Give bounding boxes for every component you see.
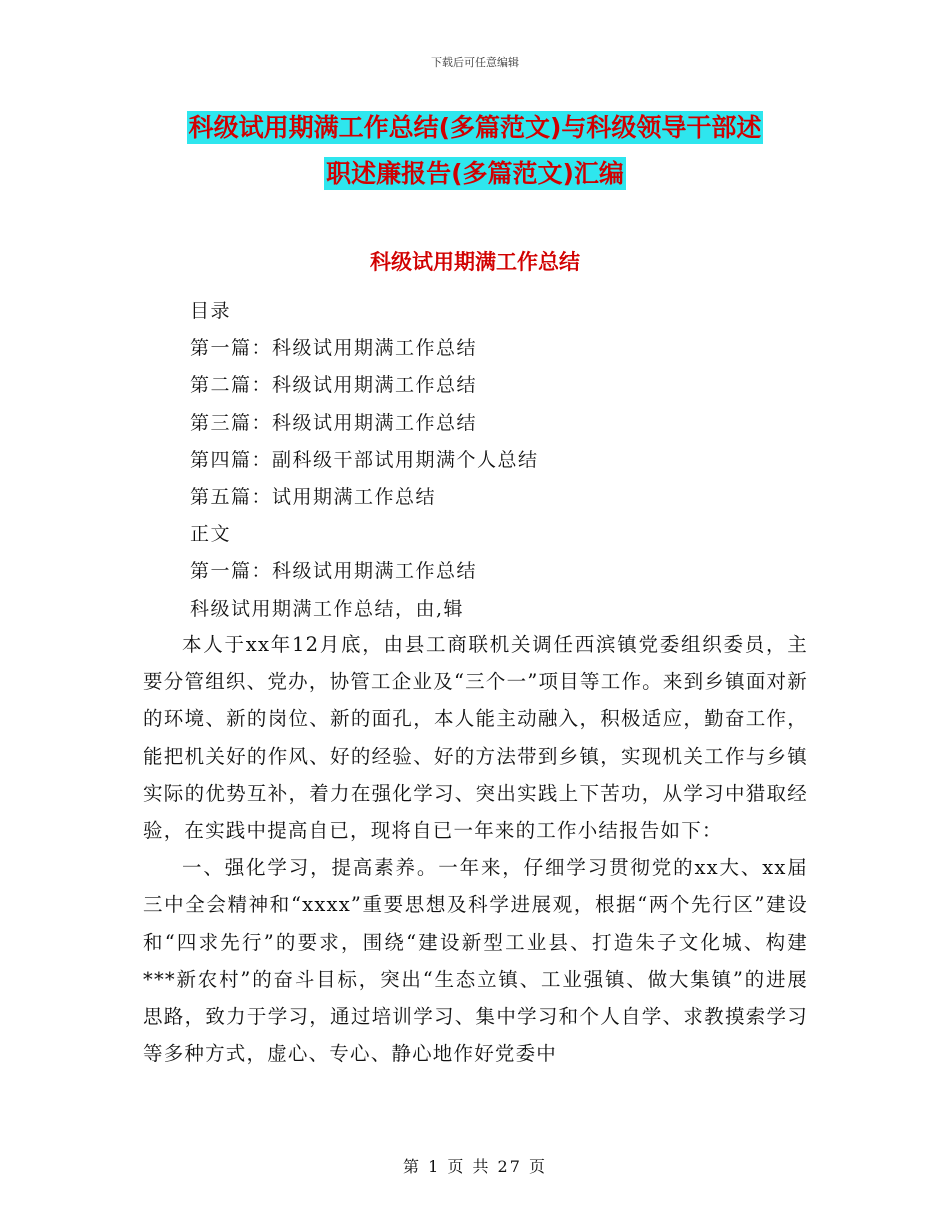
body-heading: 正文: [190, 523, 232, 546]
toc-item: 第三篇：科级试用期满工作总结: [190, 411, 478, 434]
title-highlight-1: 科级试用期满工作总结(多篇范文)与科级领导干部述: [188, 113, 762, 142]
header-note: 下载后可任意编辑: [431, 56, 519, 69]
document-title-line-2: [0, 154, 950, 194]
section-title: 科级试用期满工作总结: [370, 250, 580, 274]
toc-item: 第五篇：试用期满工作总结: [190, 486, 437, 509]
table-of-contents: [190, 293, 539, 628]
title-highlight-2: 职述廉报告(多篇范文)汇编: [326, 159, 624, 188]
paragraph: 本人于xx年12月底，由县工商联机关调任西滨镇党委组织委员，主要分管组织、党办，协管工企业及“三个一”项目等工作。来到乡镇面对新的环境、新的岗位、新的面孔，本人能主动融入，积极适应，勤奋工作，能把机关好的作风、好的经验、好的方法带到乡镇，实现机关工作与乡镇实际的优势互补，着力在强化学习、突出实践上下苦功，从学习中猎取经验，在实践中提高自已，现将自已一年来的工作小结报告如下：: [143, 633, 808, 843]
document-title-line-1: [0, 108, 950, 148]
page-footer: 第 1 页 共 27 页: [403, 1157, 547, 1176]
first-line: 科级试用期满工作总结，由,辑: [190, 597, 465, 620]
toc-heading: 目录: [190, 300, 232, 322]
first-section-heading: 第一篇：科级试用期满工作总结: [190, 560, 478, 583]
toc-item: 第二篇：科级试用期满工作总结: [190, 374, 478, 397]
toc-item: 第一篇：科级试用期满工作总结: [190, 337, 478, 360]
toc-item: 第四篇：副科级干部试用期满个人总结: [190, 448, 539, 471]
body-text: [143, 626, 808, 1072]
paragraph: 一、强化学习，提高素养。一年来，仔细学习贯彻党的xx大、xx届三中全会精神和“xxxx”重要思想及科学进展观，根据“两个先行区”建设和“四求先行”的要求，围绕“建设新型工业县、打造朱子文化城、构建***新农村”的奋斗目标，突出“生态立镇、工业强镇、做大集镇”的进展思路，致力于学习，通过培训学习、集中学习和个人自学、求教摸索学习等多种方式，虚心、专心、静心地作好党委中: [143, 856, 808, 1066]
